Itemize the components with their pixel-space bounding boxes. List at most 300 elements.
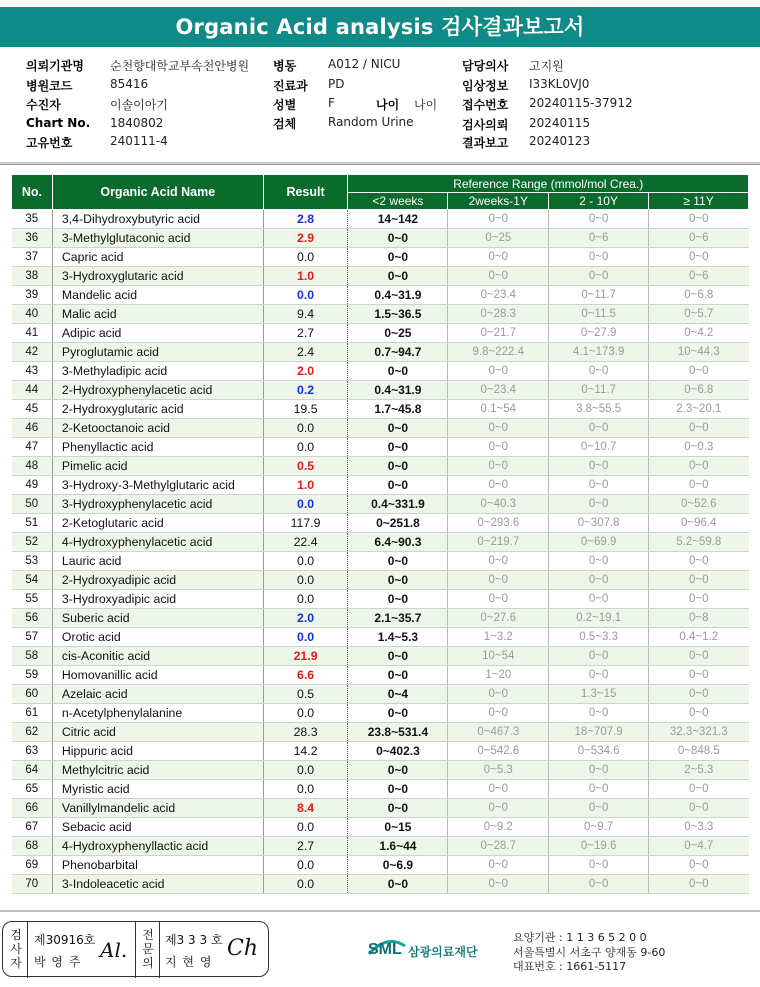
ref-2-10y: 0~6 [549,229,649,248]
ref-2-10y: 4.1~173.9 [549,343,649,362]
ref-2-weeks-1y: 0~0 [448,571,549,590]
result-value: 0.0 [263,628,348,647]
ref-2-10y: 0~0 [549,590,649,609]
row-number: 46 [12,419,53,438]
result-value: 22.4 [263,533,348,552]
table-row [12,438,749,457]
ref-under-2-weeks: 0~0 [348,552,448,571]
ref-under-2-weeks: 1.7~45.8 [348,400,448,419]
clinical-label: 임상정보 [462,79,509,93]
ref-2-10y: 0~0 [549,457,649,476]
ref-under-2-weeks: 0~0 [348,571,448,590]
ref-11y-plus: 0~4.7 [649,837,749,856]
ref-2-weeks-1y: 0~0 [448,476,549,495]
acid-name: Sebacic acid [52,818,263,837]
table-row [12,343,749,362]
row-number: 47 [12,438,53,457]
result-value: 8.4 [263,799,348,818]
table-row [12,875,749,894]
ref-2-10y: 0~0 [549,571,649,590]
section-divider [0,162,760,165]
ref-11y-plus: 0~0 [649,704,749,723]
acid-name: 3-Methylglutaconic acid [52,229,263,248]
table-row [12,628,749,647]
acid-name: 4-Hydroxyphenyllactic acid [52,837,263,856]
ref-2-weeks-1y: 0~0 [448,856,549,875]
doctor-name: 지 현 영 [165,955,213,969]
table-row [12,229,749,248]
ref-11y-plus: 0~52.6 [649,495,749,514]
ref-under-2-weeks: 0~0 [348,457,448,476]
ref-11y-plus: 0~0 [649,799,749,818]
result-value: 0.0 [263,818,348,837]
ref-2-10y: 0~0 [549,666,649,685]
ref-under-2-weeks: 0~0 [348,704,448,723]
ref-11y-plus: 0~4.2 [649,324,749,343]
result-value: 0.0 [263,286,348,305]
ref-11y-plus: 0~0 [649,647,749,666]
result-value: 0.5 [263,457,348,476]
ward-value: A012 / NICU [328,57,401,71]
ref-under-2-weeks: 0~0 [348,362,448,381]
ref-11y-plus: 0~3.3 [649,818,749,837]
table-row [12,248,749,267]
ref-2-10y: 0~0 [549,495,649,514]
row-number: 50 [12,495,53,514]
row-number: 41 [12,324,53,343]
row-number: 49 [12,476,53,495]
row-number: 45 [12,400,53,419]
ref-col-2-10y: 2 - 10Y [549,193,649,210]
result-value: 0.0 [263,875,348,894]
table-row [12,267,749,286]
contact-info [513,931,665,975]
sml-logo-icon [366,932,408,962]
acid-name: Azelaic acid [52,685,263,704]
ref-11y-plus: 0~0 [649,875,749,894]
table-row [12,533,749,552]
result-value: 19.5 [263,400,348,419]
row-number: 44 [12,381,53,400]
ref-2-10y: 0~0 [549,799,649,818]
acid-name: Mandelic acid [52,286,263,305]
ref-11y-plus: 0~0 [649,571,749,590]
acid-name: Adipic acid [52,324,263,343]
result-value: 2.4 [263,343,348,362]
result-value: 2.8 [263,210,348,229]
request-label: 검사의뢰 [462,118,509,132]
report-title: Organic Acid analysis 검사결과보고서 [0,7,760,47]
report-date-value: 20240123 [529,134,591,148]
ref-2-weeks-1y: 0~0 [448,362,549,381]
ref-11y-plus: 0~0 [649,210,749,229]
ref-2-10y: 0.2~19.1 [549,609,649,628]
chart-value: 1840802 [110,116,164,130]
ref-under-2-weeks: 0~0 [348,761,448,780]
table-row [12,286,749,305]
ref-11y-plus: 0~0 [649,476,749,495]
table-row [12,514,749,533]
result-value: 28.3 [263,723,348,742]
patient-value: 이솔이아기 [110,98,168,112]
specimen-value: Random Urine [328,115,414,129]
row-number: 38 [12,267,53,286]
row-number: 40 [12,305,53,324]
row-number: 56 [12,609,53,628]
result-value: 2.9 [263,229,348,248]
ref-2-weeks-1y: 0~23.4 [448,381,549,400]
specimen-label: 검체 [273,117,297,131]
institution-code: 요양기관 : 1 1 3 6 5 2 0 0 [513,931,647,944]
ref-2-10y: 18~707.9 [549,723,649,742]
table-row [12,780,749,799]
row-number: 61 [12,704,53,723]
ref-2-weeks-1y: 0~0 [448,590,549,609]
ref-11y-plus: 2~5.3 [649,761,749,780]
ref-2-weeks-1y: 0~5.3 [448,761,549,780]
receipt-value: 20240115-37912 [529,96,633,110]
divider [159,922,160,978]
acid-name: 3-Hydroxyglutaric acid [52,267,263,286]
result-value: 0.0 [263,438,348,457]
acid-name: Capric acid [52,248,263,267]
ref-under-2-weeks: 0~0 [348,666,448,685]
ref-2-10y: 0~0 [549,362,649,381]
ref-2-weeks-1y: 0~40.3 [448,495,549,514]
ref-2-weeks-1y: 1~3.2 [448,628,549,647]
acid-name: Phenobarbital [52,856,263,875]
acid-name: 3-Methyladipic acid [52,362,263,381]
ref-2-10y: 0~11.5 [549,305,649,324]
row-number: 60 [12,685,53,704]
col-name-header: Organic Acid Name [52,175,263,210]
ref-11y-plus: 32.3~321.3 [649,723,749,742]
ref-col-under-2-weeks: <2 weeks [348,193,448,210]
ref-11y-plus: 0~0 [649,856,749,875]
row-number: 35 [12,210,53,229]
table-row [12,210,749,229]
ref-2-weeks-1y: 0~0 [448,457,549,476]
ref-2-weeks-1y: 9.8~222.4 [448,343,549,362]
ref-2-10y: 0~0 [549,856,649,875]
ref-2-weeks-1y: 0~27.6 [448,609,549,628]
table-row [12,476,749,495]
acid-name: cis-Aconitic acid [52,647,263,666]
result-value: 0.0 [263,761,348,780]
table-row [12,799,749,818]
ref-11y-plus: 2.3~20.1 [649,400,749,419]
institution-value: 순천향대학교부속천안병원 [110,59,250,73]
col-no-header: No. [12,175,53,210]
table-row [12,761,749,780]
table-row [12,419,749,438]
tester-name: 박 영 주 [34,955,82,969]
ref-2-10y: 0~0 [549,419,649,438]
acid-name: 3-Indoleacetic acid [52,875,263,894]
ref-2-weeks-1y: 0~21.7 [448,324,549,343]
ref-2-weeks-1y: 0~0 [448,875,549,894]
table-row [12,400,749,419]
report-date-label: 결과보고 [462,136,509,150]
ref-11y-plus: 0~0 [649,552,749,571]
ref-2-weeks-1y: 0~9.2 [448,818,549,837]
ref-under-2-weeks: 0~4 [348,685,448,704]
ref-under-2-weeks: 0.4~331.9 [348,495,448,514]
table-row [12,305,749,324]
ref-11y-plus: 0.4~1.2 [649,628,749,647]
ref-col-11y-plus: ≥ 11Y [649,193,749,210]
ref-11y-plus: 0~0 [649,457,749,476]
table-row [12,609,749,628]
ref-2-10y: 0~11.7 [549,381,649,400]
acid-name: 2-Hydroxyadipic acid [52,571,263,590]
org-name: 삼광의료재단 [408,945,478,959]
chart-label: Chart No. [26,116,91,130]
ref-2-10y: 0~11.7 [549,286,649,305]
ref-2-weeks-1y: 0.1~54 [448,400,549,419]
ref-2-10y: 0~0 [549,476,649,495]
acid-name: n-Acetylphenylalanine [52,704,263,723]
row-number: 43 [12,362,53,381]
row-number: 69 [12,856,53,875]
ref-under-2-weeks: 23.8~531.4 [348,723,448,742]
table-row [12,666,749,685]
ref-2-weeks-1y: 0~28.7 [448,837,549,856]
acid-name: 2-Hydroxyglutaric acid [52,400,263,419]
request-value: 20240115 [529,116,591,130]
sex-value: F [328,96,335,110]
ref-2-10y: 0~0 [549,647,649,666]
tester-label: 검사자 [10,928,22,970]
table-row [12,704,749,723]
row-number: 42 [12,343,53,362]
row-number: 70 [12,875,53,894]
ref-2-weeks-1y: 0~0 [448,267,549,286]
table-row [12,381,749,400]
result-value: 9.4 [263,305,348,324]
reference-range-header: Reference Range (mmol/mol Crea.) [348,175,749,193]
result-value: 0.2 [263,381,348,400]
ref-under-2-weeks: 0~251.8 [348,514,448,533]
table-row [12,495,749,514]
footer-divider [0,910,760,912]
ref-2-weeks-1y: 0~0 [448,704,549,723]
address: 서울특별시 서초구 양재동 9-60 [513,945,666,959]
ref-under-2-weeks: 1.4~5.3 [348,628,448,647]
result-value: 2.0 [263,609,348,628]
acid-name: Vanillylmandelic acid [52,799,263,818]
ref-2-weeks-1y: 0~0 [448,780,549,799]
result-value: 14.2 [263,742,348,761]
result-value: 0.0 [263,780,348,799]
acid-name: 3-Hydroxy-3-Methylglutaric acid [52,476,263,495]
ref-under-2-weeks: 0~0 [348,799,448,818]
result-value: 1.0 [263,267,348,286]
acid-name: 2-Hydroxyphenylacetic acid [52,381,263,400]
ref-under-2-weeks: 0~0 [348,267,448,286]
acid-name: Methylcitric acid [52,761,263,780]
row-number: 57 [12,628,53,647]
row-number: 36 [12,229,53,248]
ref-2-10y: 0~19.6 [549,837,649,856]
acid-name: 3-Hydroxyadipic acid [52,590,263,609]
ref-under-2-weeks: 1.6~44 [348,837,448,856]
acid-name: Pimelic acid [52,457,263,476]
table-row [12,647,749,666]
row-number: 67 [12,818,53,837]
clinical-value: I33KL0VJ0 [529,77,590,91]
ref-under-2-weeks: 0~0 [348,780,448,799]
ref-under-2-weeks: 0~0 [348,647,448,666]
result-value: 0.0 [263,552,348,571]
phone: 대표번호 : 1661-5117 [513,960,627,973]
sex-label: 성별 [273,98,297,112]
result-value: 2.7 [263,324,348,343]
ref-under-2-weeks: 0~0 [348,875,448,894]
ref-2-10y: 0.5~3.3 [549,628,649,647]
row-number: 62 [12,723,53,742]
row-number: 66 [12,799,53,818]
acid-name: Suberic acid [52,609,263,628]
row-number: 65 [12,780,53,799]
table-row [12,742,749,761]
ref-2-10y: 0~0 [549,552,649,571]
acid-name: 3,4-Dihydroxybutyric acid [52,210,263,229]
ref-2-weeks-1y: 0~0 [448,438,549,457]
result-value: 0.5 [263,685,348,704]
ref-11y-plus: 0~96.4 [649,514,749,533]
ref-2-10y: 0~307.8 [549,514,649,533]
result-value: 2.0 [263,362,348,381]
ref-2-weeks-1y: 0~23.4 [448,286,549,305]
acid-name: 4-Hydroxyphenylacetic acid [52,533,263,552]
dept-value: PD [328,77,345,91]
ref-11y-plus: 0~0 [649,780,749,799]
acid-name: Myristic acid [52,780,263,799]
ref-2-weeks-1y: 0~542.6 [448,742,549,761]
ref-2-10y: 1.3~15 [549,685,649,704]
dept-label: 진료과 [273,79,308,93]
ref-under-2-weeks: 0~0 [348,438,448,457]
ref-2-10y: 0~0 [549,210,649,229]
tester-license: 제30916호 [34,933,96,947]
age-value: 나이 [414,98,438,112]
result-value: 0.0 [263,704,348,723]
ref-2-weeks-1y: 0~0 [448,248,549,267]
acid-name: Citric acid [52,723,263,742]
row-number: 55 [12,590,53,609]
ref-11y-plus: 0~0 [649,248,749,267]
table-row [12,818,749,837]
ref-11y-plus: 0~6.8 [649,286,749,305]
ref-2-weeks-1y: 0~0 [448,685,549,704]
ref-2-weeks-1y: 10~54 [448,647,549,666]
result-value: 117.9 [263,514,348,533]
doctor-sign-label: 전문의 [142,928,154,970]
tester-signature: Al. [100,938,128,962]
hospital-code-value: 85416 [110,77,149,91]
result-value: 0.0 [263,590,348,609]
table-row [12,457,749,476]
doctor-label: 담당의사 [462,59,509,73]
acid-name: Orotic acid [52,628,263,647]
table-row [12,571,749,590]
ref-2-weeks-1y: 0~0 [448,799,549,818]
table-row [12,552,749,571]
row-number: 63 [12,742,53,761]
ref-under-2-weeks: 0~0 [348,476,448,495]
ref-under-2-weeks: 14~142 [348,210,448,229]
doctor-signature: Ch [227,936,259,961]
ref-2-10y: 0~27.9 [549,324,649,343]
ref-2-10y: 0~0 [549,704,649,723]
ref-2-10y: 3.8~55.5 [549,400,649,419]
ref-2-10y: 0~0 [549,267,649,286]
unique-label: 고유번호 [26,136,73,150]
signature-box [2,921,269,977]
row-number: 54 [12,571,53,590]
ref-2-10y: 0~0 [549,780,649,799]
table-row [12,723,749,742]
ref-11y-plus: 5.2~59.8 [649,533,749,552]
ref-2-10y: 0~0 [549,875,649,894]
acid-name: Malic acid [52,305,263,324]
row-number: 37 [12,248,53,267]
result-value: 6.6 [263,666,348,685]
ref-2-weeks-1y: 1~20 [448,666,549,685]
ref-11y-plus: 0~8 [649,609,749,628]
ref-2-10y: 0~0 [549,761,649,780]
ref-11y-plus: 0~0 [649,362,749,381]
table-row [12,324,749,343]
table-row [12,856,749,875]
ref-11y-plus: 0~6.8 [649,381,749,400]
row-number: 51 [12,514,53,533]
ref-11y-plus: 0~848.5 [649,742,749,761]
ref-under-2-weeks: 0~25 [348,324,448,343]
ref-2-10y: 0~69.9 [549,533,649,552]
ref-2-weeks-1y: 0~25 [448,229,549,248]
acid-name: Hippuric acid [52,742,263,761]
row-number: 58 [12,647,53,666]
divider [27,922,28,978]
ref-under-2-weeks: 0~0 [348,248,448,267]
hospital-code-label: 병원코드 [26,79,73,93]
ref-under-2-weeks: 6.4~90.3 [348,533,448,552]
table-row [12,837,749,856]
ref-2-weeks-1y: 0~219.7 [448,533,549,552]
age-label: 나이 [376,98,400,112]
acid-name: Lauric acid [52,552,263,571]
doctor-license: 제3 3 3 호 [165,933,223,947]
divider [135,922,136,978]
row-number: 59 [12,666,53,685]
patient-info [0,55,760,155]
ref-11y-plus: 0~0 [649,419,749,438]
row-number: 64 [12,761,53,780]
row-number: 68 [12,837,53,856]
table-row [12,590,749,609]
row-number: 39 [12,286,53,305]
ref-11y-plus: 0~0 [649,590,749,609]
result-value: 0.0 [263,856,348,875]
ref-under-2-weeks: 0~0 [348,419,448,438]
acid-name: 2-Ketooctanoic acid [52,419,263,438]
ref-2-weeks-1y: 0~0 [448,419,549,438]
ref-under-2-weeks: 0.4~31.9 [348,286,448,305]
ref-2-weeks-1y: 0~0 [448,210,549,229]
ref-under-2-weeks: 0.7~94.7 [348,343,448,362]
